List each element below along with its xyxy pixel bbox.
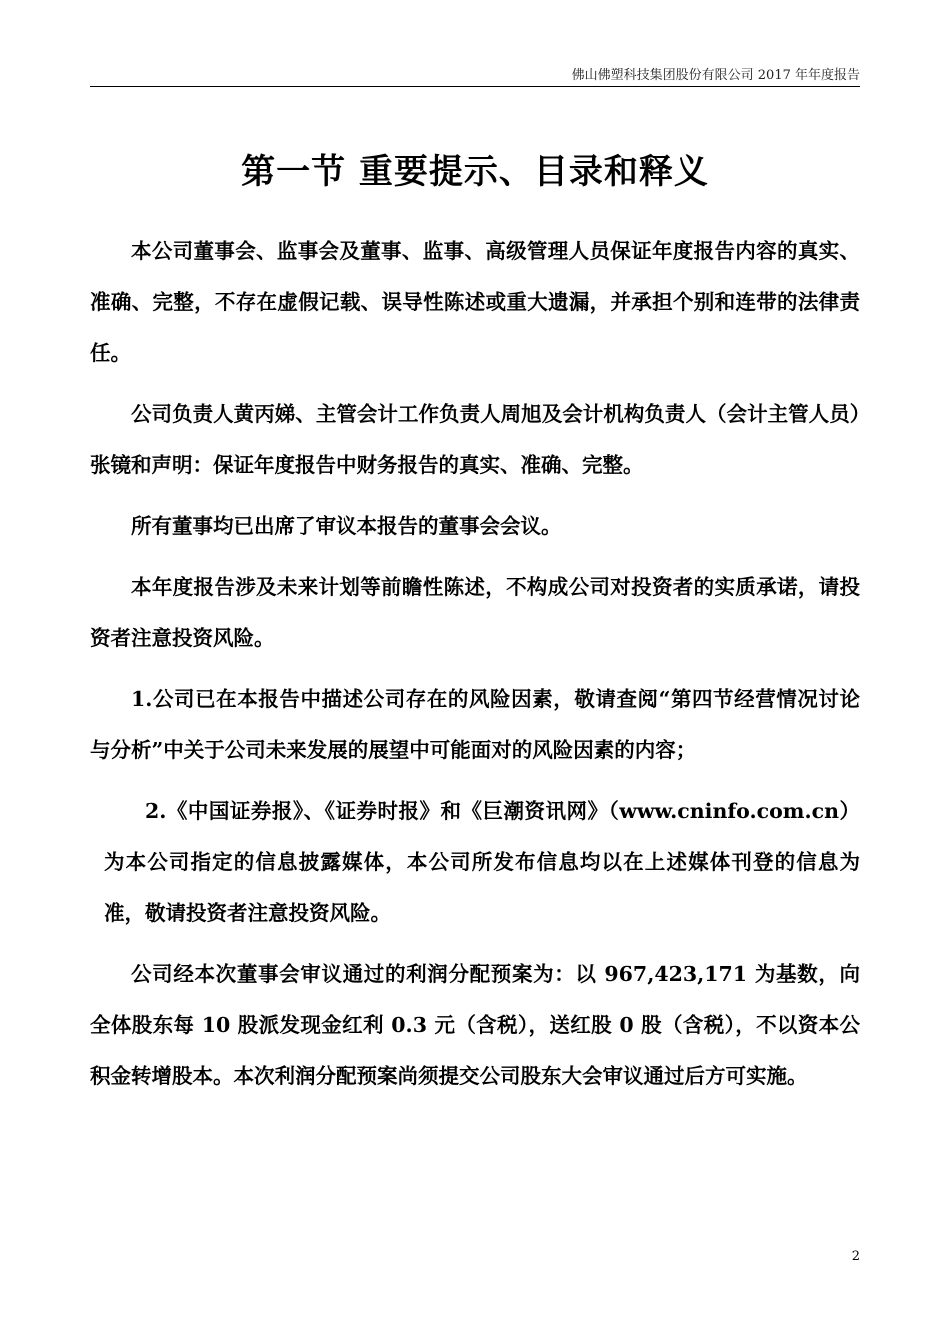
paragraph-disclosure-media: 2.《中国证券报》、《证券时报》和《巨潮资讯网》（www.cninfo.com.cn）为本公司指定的信息披露媒体，本公司所发布信息均以在上述媒体刊登的信息为准，敬请投资者注意投资风险。 (104, 799, 860, 925)
header-divider (90, 86, 860, 87)
paragraph-profit-distribution: 公司经本次董事会审议通过的利润分配预案为：以 967,423,171 为基数，向全体股东每 10 股派发现金红利 0.3 元（含税），送红股 0 股（含税），不以资本公积金转增股本。本次利润分配预案尚须提交公司股东大会审议通过后方可实施。 (90, 962, 860, 1088)
paragraph-risk-factors: 1.公司已在本报告中描述公司存在的风险因素，敬请查阅“第四节经营情况讨论与分析”中关于公司未来发展的展望中可能面对的风险因素的内容； (90, 687, 860, 762)
paragraph-responsibility-statement: 本公司董事会、监事会及董事、监事、高级管理人员保证年度报告内容的真实、准确、完整，不存在虚假记载、误导性陈述或重大遗漏，并承担个别和连带的法律责任。 (90, 239, 860, 365)
paragraph-board-attendance: 所有董事均已出席了审议本报告的董事会会议。 (131, 514, 562, 538)
body-text (90, 226, 860, 1112)
paragraph-forward-looking: 本年度报告涉及未来计划等前瞻性陈述，不构成公司对投资者的实质承诺，请投资者注意投资风险。 (90, 575, 860, 650)
page-number: 2 (851, 1249, 860, 1264)
running-header: 佛山佛塑科技集团股份有限公司 2017 年年度报告 (571, 68, 860, 83)
paragraph-officers-declaration: 公司负责人黄丙娣、主管会计工作负责人周旭及会计机构负责人（会计主管人员）张镜和声明：保证年度报告中财务报告的真实、准确、完整。 (90, 402, 860, 477)
section-title: 第一节 重要提示、目录和释义 (241, 152, 709, 192)
